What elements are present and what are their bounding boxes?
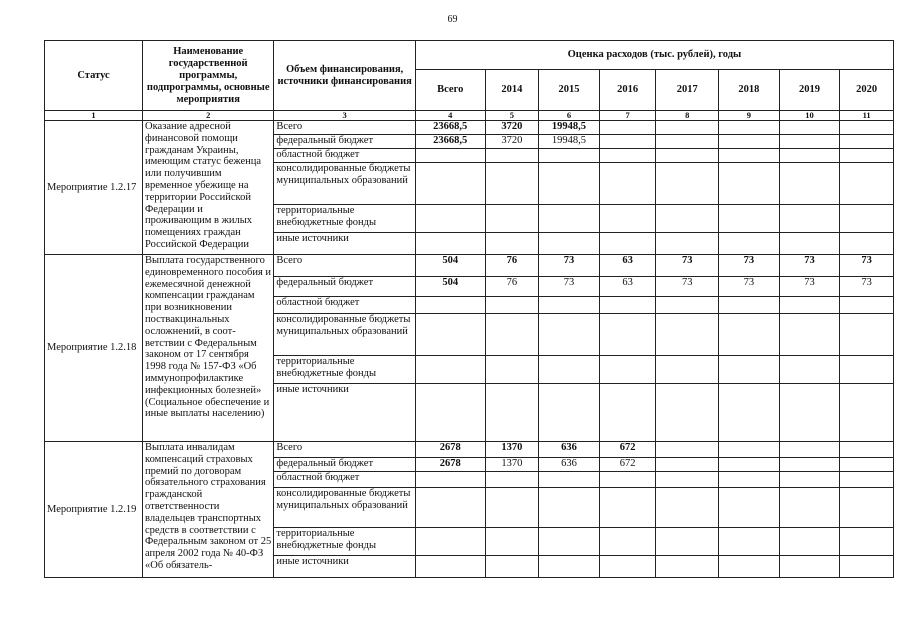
year-value-cell — [656, 356, 719, 384]
year-value-cell: 73 — [840, 255, 894, 277]
funding-source: Всего — [274, 442, 415, 458]
year-value-cell: 73 — [719, 277, 780, 297]
column-index-cell: 7 — [599, 111, 656, 121]
total-cell — [415, 488, 485, 528]
funding-source: иные источники — [274, 384, 415, 442]
column-index-cell: 5 — [485, 111, 539, 121]
year-value-cell — [779, 442, 840, 458]
year-value-cell — [599, 163, 656, 205]
year-value-cell — [840, 528, 894, 556]
year-value-cell — [840, 488, 894, 528]
year-value-cell — [840, 442, 894, 458]
year-value-cell — [656, 384, 719, 442]
header-status: Статус — [45, 41, 143, 111]
year-value-cell — [719, 488, 780, 528]
funding-source: территориальные внебюджетные фонды — [274, 356, 415, 384]
year-value-cell — [656, 121, 719, 135]
total-cell — [415, 384, 485, 442]
total-cell — [415, 233, 485, 255]
total-cell: 2678 — [415, 442, 485, 458]
year-value-cell: 73 — [840, 277, 894, 297]
measure-name: Оказание адресной финансовой помощи гражданам Украины, имеющим статус беженца или получившим временное убежище на территории Российской Федерации и проживающим в жилых помещениях граждан Российской Федерации — [143, 121, 274, 255]
year-value-cell — [779, 149, 840, 163]
year-value-cell — [485, 528, 539, 556]
year-value-cell: 1370 — [485, 458, 539, 472]
year-value-cell — [485, 205, 539, 233]
year-value-cell — [656, 528, 719, 556]
year-value-cell — [656, 314, 719, 356]
year-value-cell: 19948,5 — [539, 135, 600, 149]
year-value-cell — [779, 297, 840, 314]
year-value-cell — [840, 314, 894, 356]
funding-source: консолидированные бюджеты муниципальных образований — [274, 163, 415, 205]
column-index-cell: 11 — [840, 111, 894, 121]
total-cell — [415, 472, 485, 488]
year-value-cell — [656, 149, 719, 163]
measure-name: Выплата инвалидам компенсаций страховых премий по договорам обязательного страхования гражданской ответственности владельцев транспортных средств в соответствии с Федеральным законом от 25 апреля 2002 года № 40-ФЗ «Об обязатель- — [143, 442, 274, 578]
year-value-cell — [539, 472, 600, 488]
funding-source: консолидированные бюджеты муниципальных образований — [274, 488, 415, 528]
funding-source: областной бюджет — [274, 149, 415, 163]
year-value-cell — [539, 314, 600, 356]
year-value-cell — [840, 163, 894, 205]
year-value-cell — [539, 163, 600, 205]
year-value-cell: 1370 — [485, 442, 539, 458]
year-value-cell: 672 — [599, 442, 656, 458]
year-value-cell: 636 — [539, 458, 600, 472]
total-cell — [415, 205, 485, 233]
year-value-cell — [599, 472, 656, 488]
year-value-cell — [656, 556, 719, 578]
year-value-cell: 76 — [485, 255, 539, 277]
year-value-cell — [840, 149, 894, 163]
year-value-cell: 19948,5 — [539, 121, 600, 135]
year-value-cell — [485, 297, 539, 314]
year-value-cell — [656, 135, 719, 149]
header-funding: Объем финансирования, источники финансирования — [274, 41, 415, 111]
year-value-cell — [485, 384, 539, 442]
year-value-cell — [719, 458, 780, 472]
header-total: Всего — [415, 70, 485, 111]
year-value-cell — [485, 356, 539, 384]
total-cell — [415, 528, 485, 556]
column-index-cell: 1 — [45, 111, 143, 121]
total-cell — [415, 149, 485, 163]
year-value-cell — [599, 135, 656, 149]
funding-source: территориальные внебюджетные фонды — [274, 528, 415, 556]
year-value-cell — [779, 163, 840, 205]
year-value-cell — [719, 472, 780, 488]
year-value-cell — [719, 356, 780, 384]
year-value-cell — [539, 233, 600, 255]
funding-source: иные источники — [274, 556, 415, 578]
year-value-cell — [779, 314, 840, 356]
year-value-cell — [840, 135, 894, 149]
table-row — [45, 442, 894, 458]
year-value-cell — [539, 205, 600, 233]
year-value-cell — [599, 297, 656, 314]
year-value-cell — [485, 233, 539, 255]
year-value-cell — [656, 472, 719, 488]
measure-status: Мероприятие 1.2.18 — [45, 255, 143, 442]
year-value-cell — [656, 488, 719, 528]
year-value-cell — [840, 121, 894, 135]
year-value-cell — [779, 488, 840, 528]
year-value-cell — [779, 556, 840, 578]
year-value-cell: 73 — [656, 255, 719, 277]
column-index-cell: 6 — [539, 111, 600, 121]
year-value-cell: 76 — [485, 277, 539, 297]
year-value-cell — [779, 233, 840, 255]
year-value-cell — [485, 314, 539, 356]
year-value-cell — [599, 233, 656, 255]
year-value-cell — [779, 205, 840, 233]
year-value-cell — [840, 205, 894, 233]
year-value-cell: 73 — [779, 255, 840, 277]
funding-source: областной бюджет — [274, 472, 415, 488]
page-number: 69 — [447, 14, 458, 25]
year-value-cell — [656, 442, 719, 458]
year-value-cell: 73 — [539, 277, 600, 297]
year-value-cell: 672 — [599, 458, 656, 472]
year-value-cell — [656, 163, 719, 205]
year-value-cell — [719, 121, 780, 135]
year-value-cell: 73 — [656, 277, 719, 297]
funding-source: Всего — [274, 121, 415, 135]
year-value-cell — [719, 442, 780, 458]
year-value-cell — [779, 121, 840, 135]
year-value-cell — [840, 458, 894, 472]
total-cell — [415, 556, 485, 578]
year-value-cell — [485, 163, 539, 205]
year-value-cell — [719, 205, 780, 233]
year-value-cell — [779, 135, 840, 149]
funding-source: иные источники — [274, 233, 415, 255]
table-row — [45, 121, 894, 135]
year-value-cell — [539, 149, 600, 163]
year-value-cell — [656, 205, 719, 233]
year-value-cell — [719, 556, 780, 578]
year-value-cell: 73 — [539, 255, 600, 277]
column-index-cell: 3 — [274, 111, 415, 121]
total-cell — [415, 163, 485, 205]
year-value-cell — [719, 163, 780, 205]
measure-status: Мероприятие 1.2.19 — [45, 442, 143, 578]
total-cell: 23668,5 — [415, 135, 485, 149]
year-value-cell — [840, 297, 894, 314]
year-value-cell — [485, 472, 539, 488]
column-index-cell: 4 — [415, 111, 485, 121]
year-value-cell — [539, 356, 600, 384]
year-value-cell — [599, 528, 656, 556]
header-year: 2014 — [485, 70, 539, 111]
measure-status: Мероприятие 1.2.17 — [45, 121, 143, 255]
column-index-cell: 10 — [779, 111, 840, 121]
year-value-cell — [840, 356, 894, 384]
header-year: 2019 — [779, 70, 840, 111]
header-year: 2017 — [656, 70, 719, 111]
year-value-cell — [719, 135, 780, 149]
year-value-cell — [840, 384, 894, 442]
year-value-cell — [599, 149, 656, 163]
year-value-cell — [485, 556, 539, 578]
column-index-cell: 2 — [143, 111, 274, 121]
total-cell — [415, 356, 485, 384]
budget-table — [44, 40, 894, 578]
year-value-cell: 63 — [599, 277, 656, 297]
total-cell — [415, 297, 485, 314]
year-value-cell — [719, 384, 780, 442]
year-value-cell — [840, 472, 894, 488]
year-value-cell — [719, 233, 780, 255]
year-value-cell — [539, 297, 600, 314]
year-value-cell — [599, 556, 656, 578]
year-value-cell — [779, 384, 840, 442]
column-index-row — [45, 111, 894, 121]
year-value-cell: 73 — [779, 277, 840, 297]
year-value-cell — [599, 356, 656, 384]
funding-source: консолидированные бюджеты муниципальных образований — [274, 314, 415, 356]
year-value-cell — [719, 528, 780, 556]
measure-name: Выплата государственного единовременного пособия и ежемесячной денежной компенсации гражданам при возникновении поствакцинальных осложнений, в соот- ветствии с Федеральным законом от 17 сентября 1998 года № 157-ФЗ «Об иммунопрофилактике инфекционных болезней» (Социальное обеспечение и иные выплаты населению) — [143, 255, 274, 442]
funding-source: областной бюджет — [274, 297, 415, 314]
funding-source: Всего — [274, 255, 415, 277]
year-value-cell: 3720 — [485, 135, 539, 149]
header-year: 2015 — [539, 70, 600, 111]
year-value-cell — [599, 121, 656, 135]
year-value-cell — [599, 384, 656, 442]
funding-source: федеральный бюджет — [274, 277, 415, 297]
year-value-cell: 3720 — [485, 121, 539, 135]
year-value-cell — [719, 149, 780, 163]
year-value-cell: 63 — [599, 255, 656, 277]
year-value-cell — [719, 297, 780, 314]
funding-source: территориальные внебюджетные фонды — [274, 205, 415, 233]
year-value-cell — [539, 528, 600, 556]
total-cell: 504 — [415, 277, 485, 297]
year-value-cell — [485, 488, 539, 528]
table-row — [45, 255, 894, 277]
funding-source: федеральный бюджет — [274, 458, 415, 472]
year-value-cell — [779, 528, 840, 556]
total-cell: 23668,5 — [415, 121, 485, 135]
year-value-cell — [539, 384, 600, 442]
year-value-cell — [656, 458, 719, 472]
total-cell: 504 — [415, 255, 485, 277]
year-value-cell — [599, 314, 656, 356]
year-value-cell — [779, 458, 840, 472]
year-value-cell — [539, 488, 600, 528]
year-value-cell — [485, 149, 539, 163]
funding-source: федеральный бюджет — [274, 135, 415, 149]
year-value-cell — [599, 205, 656, 233]
year-value-cell — [840, 556, 894, 578]
header-year: 2016 — [599, 70, 656, 111]
year-value-cell — [779, 472, 840, 488]
total-cell — [415, 314, 485, 356]
year-value-cell: 73 — [719, 255, 780, 277]
year-value-cell — [656, 233, 719, 255]
total-cell: 2678 — [415, 458, 485, 472]
year-value-cell — [599, 488, 656, 528]
year-value-cell — [840, 233, 894, 255]
header-year: 2018 — [719, 70, 780, 111]
year-value-cell: 636 — [539, 442, 600, 458]
column-index-cell: 9 — [719, 111, 780, 121]
header-estimate: Оценка расходов (тыс. рублей), годы — [415, 41, 893, 70]
year-value-cell — [719, 314, 780, 356]
header-program-name: Наименование государственной программы, подпрограммы, основные мероприятия — [143, 41, 274, 111]
year-value-cell — [539, 556, 600, 578]
year-value-cell — [779, 356, 840, 384]
header-year: 2020 — [840, 70, 894, 111]
year-value-cell — [656, 297, 719, 314]
column-index-cell: 8 — [656, 111, 719, 121]
